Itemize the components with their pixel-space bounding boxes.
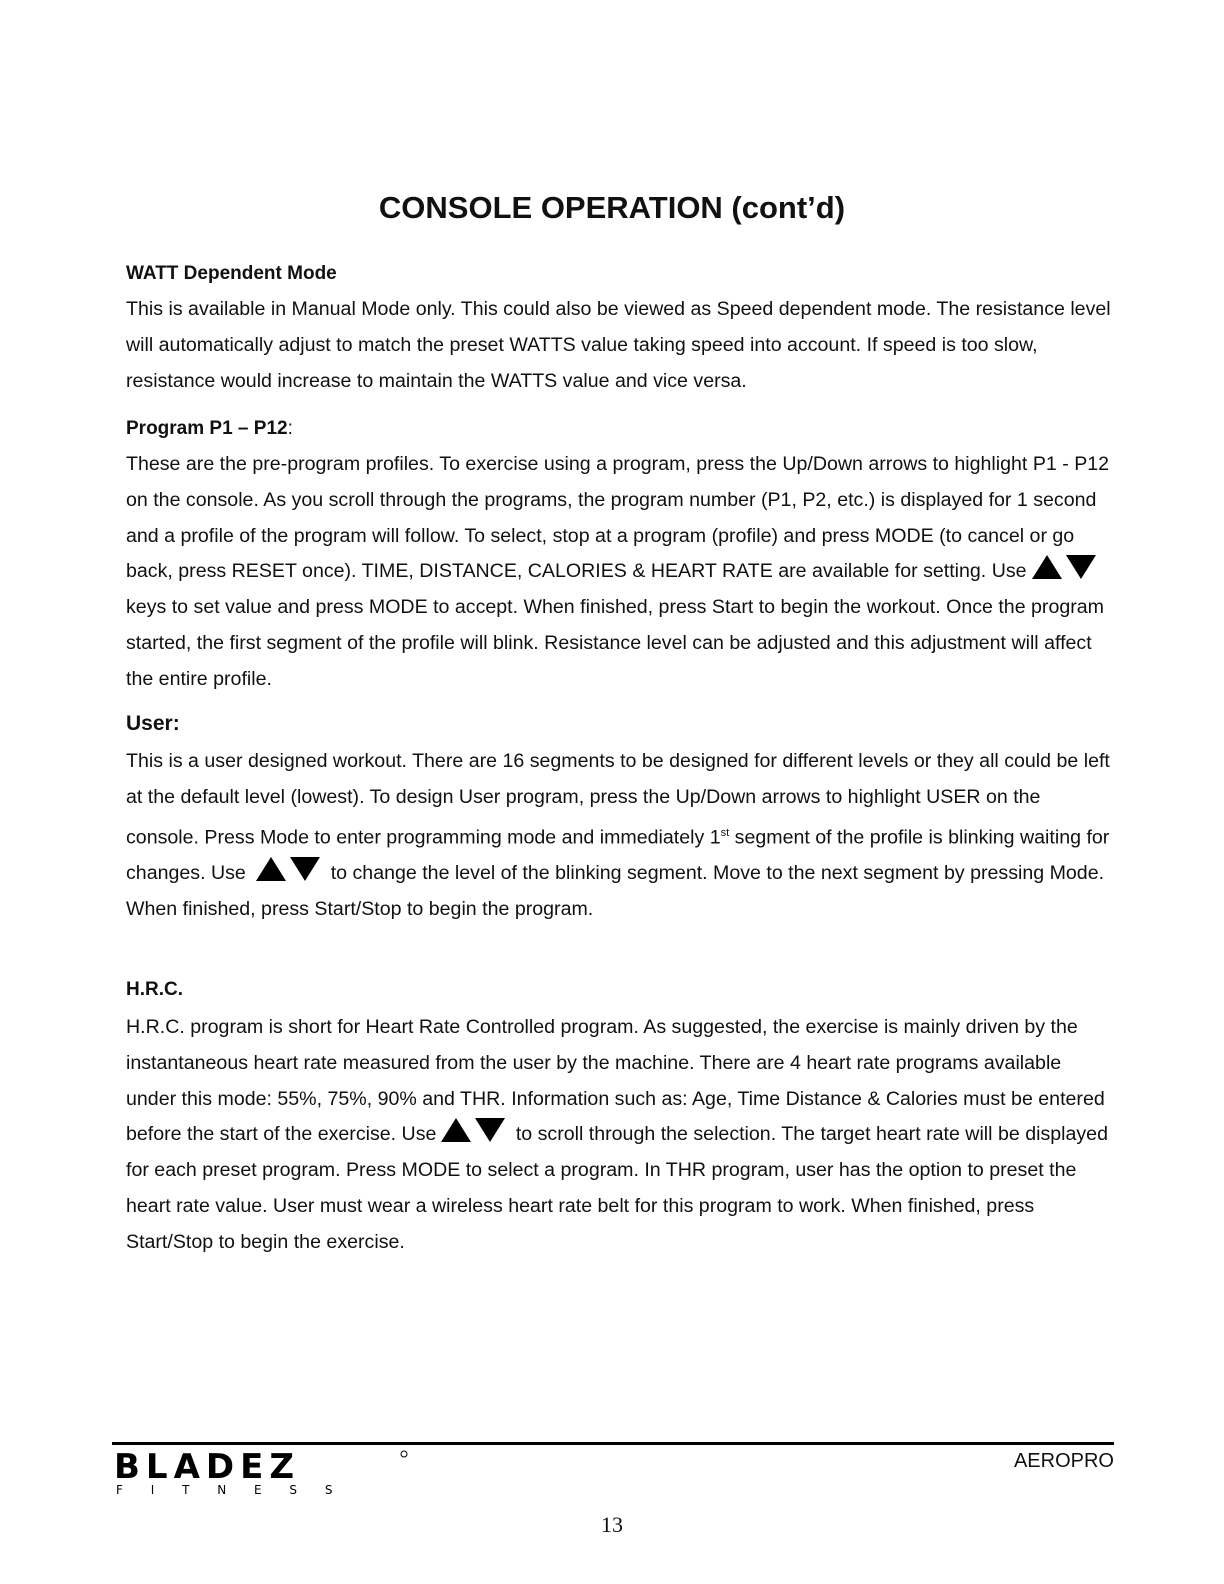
section-hrc (126, 978, 1116, 1261)
user-heading: User: (126, 712, 180, 735)
section-program (126, 417, 1116, 698)
up-down-arrows-icon (439, 1117, 507, 1143)
model-name: AEROPRO (1013, 1450, 1114, 1472)
program-text-a: These are the pre-program profiles. To exercise using a program, press the Up/Down arrows to highlight P1 - P12 on the console. As you scroll through the programs, the program number (P1, P2, etc.) is displayed for 1 second and a profile of the program will follow. To select, stop at a program (profile) and press MODE (to cancel or go back, press RESET once). TIME, DISTANCE, CALORIES & HEART RATE are available for setting. Use (126, 453, 1110, 583)
user-superscript: st (720, 826, 730, 839)
logo-brand: BLADEZ (114, 1448, 300, 1487)
program-heading (126, 417, 1116, 441)
section-user (126, 712, 1116, 928)
up-down-arrows-icon (1030, 554, 1098, 580)
hrc-text-a: H.R.C. program is short for Heart Rate Controlled program. As suggested, the exercise is mainly driven by the instantaneous heart rate measured from the user by the machine. There are 4 heart rate programs available under this mode: 55%, 75%, 90% and THR. Information such as: Age, Time Distance & Calories must be entered before the start of the exercise. Use (126, 1016, 1105, 1146)
up-down-arrows-icon (254, 856, 322, 882)
bladez-logo (112, 1448, 412, 1496)
hrc-heading: H.R.C. (126, 979, 183, 1000)
hrc-paragraph (126, 1010, 1116, 1261)
footer-rule (112, 1442, 1114, 1445)
user-text-c: to change the level of the blinking segment. Move to the next segment by pressing Mode. When finished, press Start/Stop to begin the program. (126, 861, 1105, 920)
user-text-b: segment of the profile is blinking waiting for changes. Use (126, 826, 1110, 884)
logo-sub: F I T N E S S (116, 1483, 345, 1496)
user-paragraph (126, 744, 1116, 928)
program-heading-text: Program P1 – P12 (126, 418, 288, 439)
program-heading-colon: : (287, 418, 293, 439)
hrc-text-b: to scroll through the selection. The target heart rate will be displayed for each preset program. Press MODE to select a program. In THR program, user has the option to preset the heart rate value. User must wear a wireless heart rate belt for this program to work. When finished, press Start/Stop to begin the exercise. (126, 1123, 1108, 1253)
watt-heading: WATT Dependent Mode (126, 263, 337, 284)
program-paragraph (126, 447, 1116, 698)
program-text-b: keys to set value and press MODE to accept. When finished, press Start to begin the workout. Once the program started, the first segment of the profile will blink. Resistance level can be adjusted and this adjustment will affect the entire profile. (126, 596, 1104, 690)
page-title: CONSOLE OPERATION (cont’d) (378, 190, 846, 225)
page-number: 13 (601, 1512, 623, 1537)
user-text-a: This is a user designed workout. There are 16 segments to be designed for different levels or they all could be left at the default level (lowest). To design User program, press the Up/Down arrows to highlight USER on the console. Press Mode to enter programming mode and immediately 1 (126, 750, 1110, 849)
section-watt-mode (126, 262, 1116, 399)
watt-paragraph: This is available in Manual Mode only. This could also be viewed as Speed dependent mode. The resistance level will automatically adjust to match the preset WATTS value taking speed into account. If speed is too slow, resistance would increase to maintain the WATTS value and vice versa. (126, 298, 1111, 392)
